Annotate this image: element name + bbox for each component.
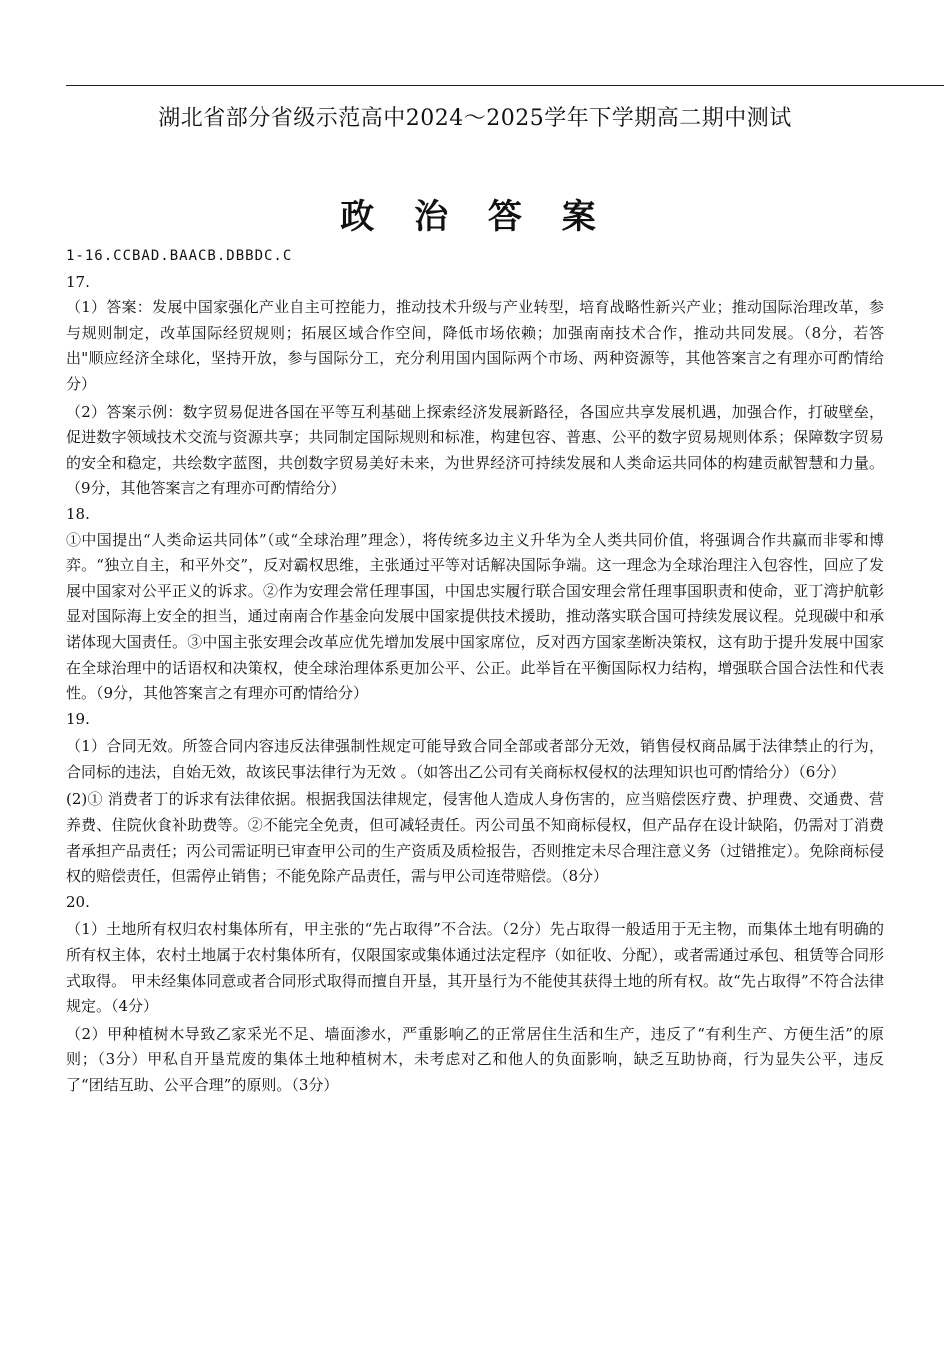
question-17-number: 17. [66, 272, 90, 291]
header-rule [66, 85, 944, 86]
subject-title: 政 治 答 案 [340, 197, 610, 237]
exam-title: 湖北省部分省级示范高中2024～2025学年下学期高二期中测试 [158, 106, 792, 131]
question-20-number: 20. [66, 892, 90, 911]
question-18-number: 18. [66, 504, 90, 523]
question-19-part-1: （1）合同无效。所签合同内容违反法律强制性规定可能导致合同全部或者部分无效，销售侵权商品属于法律禁止的行为，合同标的违法，自始无效，故该民事法律行为无效 。（如答出乙公司有关商标权侵权的法理知识也可酌情给分）（6分） [66, 737, 884, 781]
question-19-part-2: (2)① 消费者丁的诉求有法律依据。根据我国法律规定，侵害他人造成人身伤害的，应当赔偿医疗费、护理费、交通费、营养费、住院伙食补助费等。②不能完全免责，但可减轻责任。丙公司虽不知商标侵权，但产品存在设计缺陷，仍需对丁消费者承担产品责任；丙公司需证明已审查甲公司的生产资质及质检报告，否则推定未尽合理注意义务（过错推定）。免除商标侵权的赔偿责任，但需停止销售；不能免除产品责任，需与甲公司连带赔偿。（8分） [66, 790, 884, 886]
question-20-part-1: （1）土地所有权归农村集体所有，甲主张的“先占取得”不合法。（2分）先占取得一般适用于无主物，而集体土地有明确的所有权主体，农村土地属于农村集体所有，仅限国家或集体通过法定程序（如征收、分配），或者需通过承包、租赁等合同形式取得。 甲未经集体同意或者合同形式取得而擅自开垦，其开垦行为不能使其获得土地的所有权。故“先占取得”不符合法律规定。（4分） [66, 920, 884, 1016]
question-18-body: ①中国提出“人类命运共同体”（或“全球治理”理念），将传统多边主义升华为全人类共同价值，将强调合作共赢而非零和博弈。“独立自主，和平外交”，反对霸权思维，主张通过平等对话解决国际争端。这一理念为全球治理注入包容性，回应了发展中国家对公平正义的诉求。②作为安理会常任理事国，中国忠实履行联合国安理会常任理事国职责和使命，亚丁湾护航彰显对国际海上安全的担当，通过南南合作基金向发展中国家提供技术援助，推动落实联合国可持续发展议程。兑现碳中和承诺体现大国责任。③中国主张安理会改革应优先增加发展中国家席位，反对西方国家垄断决策权，这有助于提升发展中国家在全球治理中的话语权和决策权，使全球治理体系更加公平、公正。此举旨在平衡国际权力结构，增强联合国合法性和代表性。（9分，其他答案言之有理亦可酌情给分） [66, 530, 884, 703]
question-19-number: 19. [66, 709, 90, 728]
question-20-part-2: （2）甲种植树木导致乙家采光不足、墙面渗水，严重影响乙的正常居住生活和生产，违反了“有利生产、方便生活”的原则；（3分）甲私自开垦荒废的集体土地种植树木，未考虑对乙和他人的负面影响，缺乏互助协商，行为显失公平，违反了“团结互助、公平合理”的原则。（3分） [66, 1024, 884, 1094]
question-17-part-1: （1）答案：发展中国家强化产业自主可控能力，推动技术升级与产业转型，培育战略性新兴产业；推动国际治理改革，参与规则制定，改革国际经贸规则；拓展区域合作空间，降低市场依赖；加强南南技术合作，推动共同发展。（8分，若答出"顺应经济全球化，坚持开放，参与国际分工，充分利用国内国际两个市场、两种资源等，其他答案言之有理亦可酌情给分） [66, 298, 884, 393]
answer-content [66, 244, 884, 1099]
mcq-answers: 1-16.CCBAD.BAACB.DBBDC.C [66, 248, 293, 264]
question-17-part-2: （2）答案示例：数字贸易促进各国在平等互利基础上探索经济发展新路径，各国应共享发展机遇，加强合作，打破壁垒，促进数字领域技术交流与资源共享；共同制定国际规则和标准，构建包容、普惠、公平的数字贸易规则体系；保障数字贸易的安全和稳定，共绘数字蓝图，共创数字贸易美好未来，为世界经济可持续发展和人类命运共同体的构建贡献智慧和力量。（9分，其他答案言之有理亦可酌情给分） [66, 402, 884, 498]
